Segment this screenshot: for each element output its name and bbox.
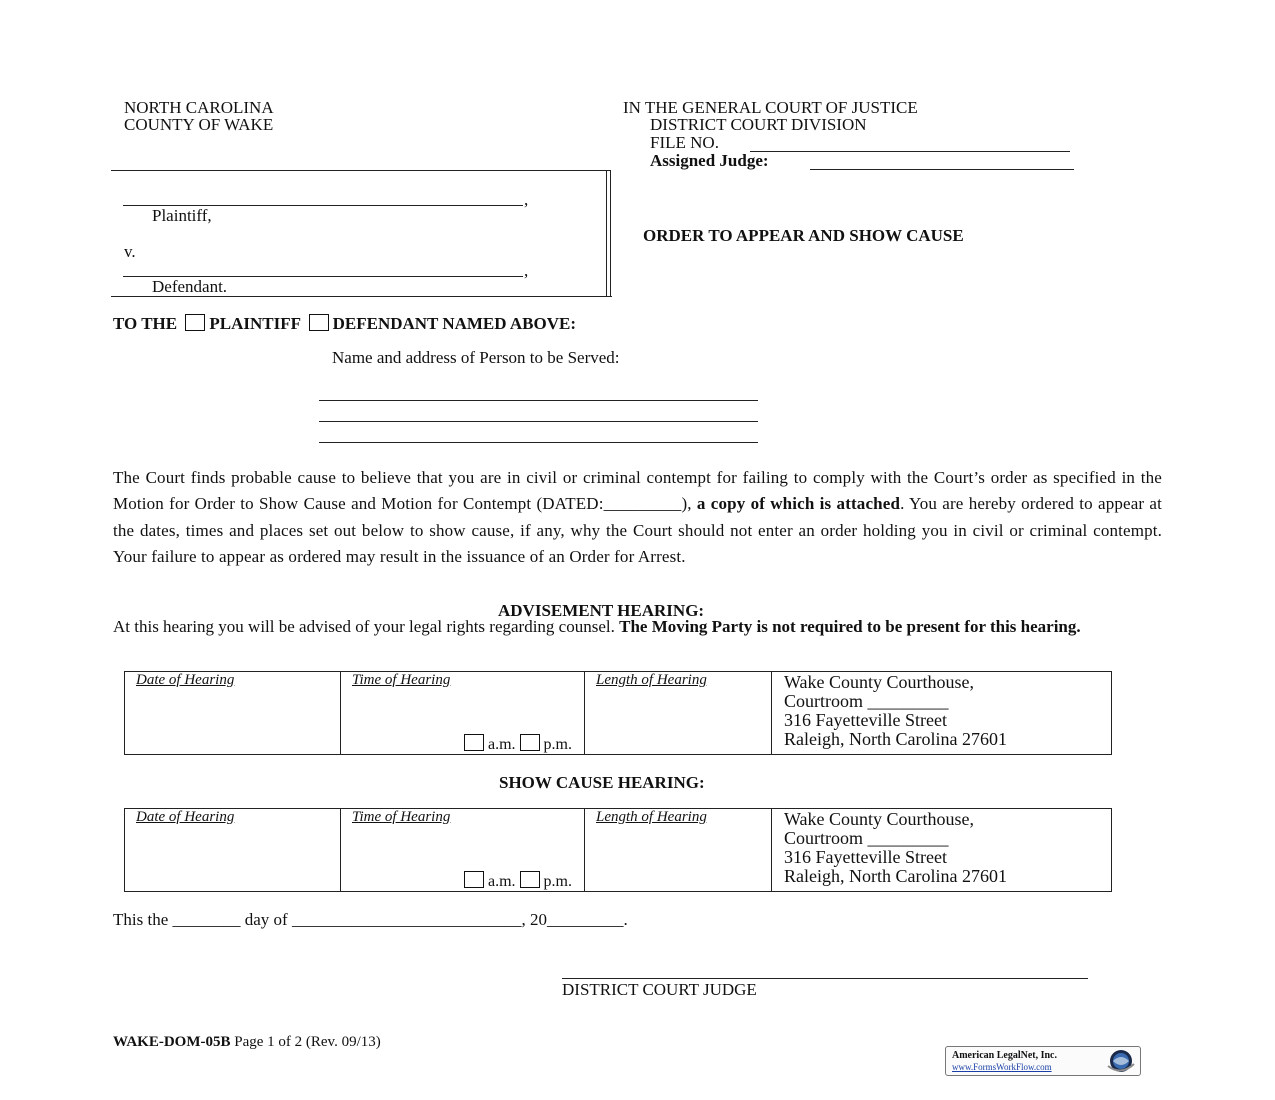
courthouse-address bbox=[772, 809, 1111, 886]
document-title: ORDER TO APPEAR AND SHOW CAUSE bbox=[643, 226, 964, 245]
show-cause-hearing-table bbox=[124, 808, 1112, 892]
advisement-text-bold: The Moving Party is not required to be present for this hearing. bbox=[619, 617, 1081, 636]
show-cause-ampm bbox=[460, 871, 572, 891]
court-name: IN THE GENERAL COURT OF JUSTICE bbox=[623, 98, 918, 117]
plaintiff-checkbox[interactable] bbox=[185, 314, 205, 331]
address-line: 316 Fayetteville Street bbox=[784, 710, 947, 730]
show-cause-length-cell[interactable] bbox=[585, 809, 772, 892]
am-label: a.m. bbox=[488, 736, 516, 753]
pm-label: p.m. bbox=[543, 736, 572, 753]
dating-line bbox=[113, 910, 628, 930]
caption-top-rule bbox=[111, 170, 610, 171]
defendant-comma: , bbox=[524, 261, 529, 280]
address-line: Wake County Courthouse, bbox=[784, 672, 975, 692]
served-address-line-2[interactable] bbox=[319, 421, 758, 422]
show-cause-am-checkbox[interactable] bbox=[464, 871, 484, 888]
advisement-time-cell[interactable] bbox=[341, 672, 585, 755]
advisement-hearing-table bbox=[124, 671, 1112, 755]
advisement-pm-checkbox[interactable] bbox=[520, 734, 540, 751]
date-header: Date of Hearing bbox=[136, 809, 235, 825]
plaintiff-comma: , bbox=[524, 190, 529, 209]
advisement-location-cell bbox=[772, 672, 1112, 755]
addressee-line bbox=[113, 314, 576, 334]
served-address-line-1[interactable] bbox=[319, 400, 758, 401]
courtroom-line[interactable]: Courtroom _________ bbox=[784, 828, 949, 848]
day-of-label: day of bbox=[244, 910, 288, 929]
caption-divider-inner bbox=[606, 170, 607, 297]
assigned-judge-label: Assigned Judge: bbox=[650, 151, 769, 170]
advisement-text bbox=[113, 618, 1162, 636]
findings-paragraph bbox=[113, 465, 1162, 570]
defendant-checkbox[interactable] bbox=[309, 314, 329, 331]
pm-label: p.m. bbox=[543, 873, 572, 890]
address-line: Raleigh, North Carolina 27601 bbox=[784, 729, 1007, 749]
versus-label: v. bbox=[124, 242, 136, 261]
show-cause-time-cell[interactable] bbox=[341, 809, 585, 892]
advisement-ampm bbox=[460, 734, 572, 754]
month-field[interactable]: ___________________________ bbox=[291, 910, 522, 929]
logo-company-name: American LegalNet, Inc. bbox=[952, 1050, 1057, 1061]
assigned-judge-field[interactable] bbox=[810, 169, 1074, 170]
logo-url-link[interactable]: www.FormsWorkFlow.com bbox=[952, 1062, 1052, 1072]
copy-attached-text: a copy of which is attached bbox=[696, 494, 901, 514]
show-cause-location-cell bbox=[772, 809, 1112, 892]
this-the-label: This the bbox=[113, 910, 169, 929]
served-address-line-3[interactable] bbox=[319, 442, 758, 443]
form-footer bbox=[113, 1034, 381, 1051]
american-legalnet-logo[interactable] bbox=[945, 1046, 1141, 1076]
address-line: Raleigh, North Carolina 27601 bbox=[784, 866, 1007, 886]
time-header: Time of Hearing bbox=[352, 672, 451, 688]
courtroom-line[interactable]: Courtroom _________ bbox=[784, 691, 949, 711]
globe-icon bbox=[1104, 1048, 1138, 1074]
served-label: Name and address of Person to be Served: bbox=[332, 348, 620, 367]
caption-divider-outer bbox=[610, 170, 611, 297]
findings-text-2: . You are hereby ordered to appear at the dates, times and places set out below to show cause, if any, why the Court should not enter an order holding you in civil or criminal contempt. Your failure to appear as ordered may result in the issuance of an Order for Arrest. bbox=[113, 494, 1162, 566]
page-info: Page 1 of 2 (Rev. 09/13) bbox=[234, 1034, 381, 1050]
dating-period: . bbox=[623, 910, 628, 929]
length-header: Length of Hearing bbox=[596, 809, 707, 825]
county-name: COUNTY OF WAKE bbox=[124, 115, 274, 134]
year-prefix: , 20 bbox=[521, 910, 547, 929]
time-header: Time of Hearing bbox=[352, 809, 451, 825]
day-field[interactable]: ________ bbox=[172, 910, 241, 929]
year-field[interactable]: _________ bbox=[546, 910, 624, 929]
address-line: 316 Fayetteville Street bbox=[784, 847, 947, 867]
courthouse-address bbox=[772, 672, 1111, 749]
to-the-label: TO THE bbox=[113, 314, 178, 333]
court-division: DISTRICT COURT DIVISION bbox=[650, 115, 867, 134]
defendant-option-label: DEFENDANT NAMED ABOVE: bbox=[332, 314, 576, 333]
advisement-length-cell[interactable] bbox=[585, 672, 772, 755]
advisement-text-plain: At this hearing you will be advised of your legal rights regarding counsel. bbox=[113, 617, 615, 636]
am-label: a.m. bbox=[488, 873, 516, 890]
advisement-date-cell[interactable] bbox=[125, 672, 341, 755]
address-line: Wake County Courthouse, bbox=[784, 809, 975, 829]
form-id: WAKE-DOM-05B bbox=[113, 1034, 231, 1050]
advisement-heading: ADVISEMENT HEARING: bbox=[498, 601, 705, 620]
show-cause-date-cell[interactable] bbox=[125, 809, 341, 892]
length-header: Length of Hearing bbox=[596, 672, 707, 688]
advisement-am-checkbox[interactable] bbox=[464, 734, 484, 751]
defendant-label: Defendant. bbox=[152, 277, 228, 296]
state-name: NORTH CAROLINA bbox=[124, 98, 274, 117]
plaintiff-label: Plaintiff, bbox=[152, 206, 212, 225]
judge-signature-label: DISTRICT COURT JUDGE bbox=[562, 980, 757, 999]
date-header: Date of Hearing bbox=[136, 672, 235, 688]
show-cause-pm-checkbox[interactable] bbox=[520, 871, 540, 888]
show-cause-heading: SHOW CAUSE HEARING: bbox=[499, 773, 705, 792]
judge-signature-line[interactable] bbox=[562, 978, 1088, 979]
plaintiff-option-label: PLAINTIFF bbox=[209, 314, 301, 333]
findings-text-1: The Court finds probable cause to believe that you are in civil or criminal contempt for failing to comply with the Court’s order as specified in the Motion for Order to Show Cause and Motion for Contempt (DATED:_________), bbox=[113, 468, 1162, 514]
file-no-field[interactable] bbox=[750, 151, 1070, 152]
file-no-label: FILE NO. bbox=[650, 133, 719, 152]
